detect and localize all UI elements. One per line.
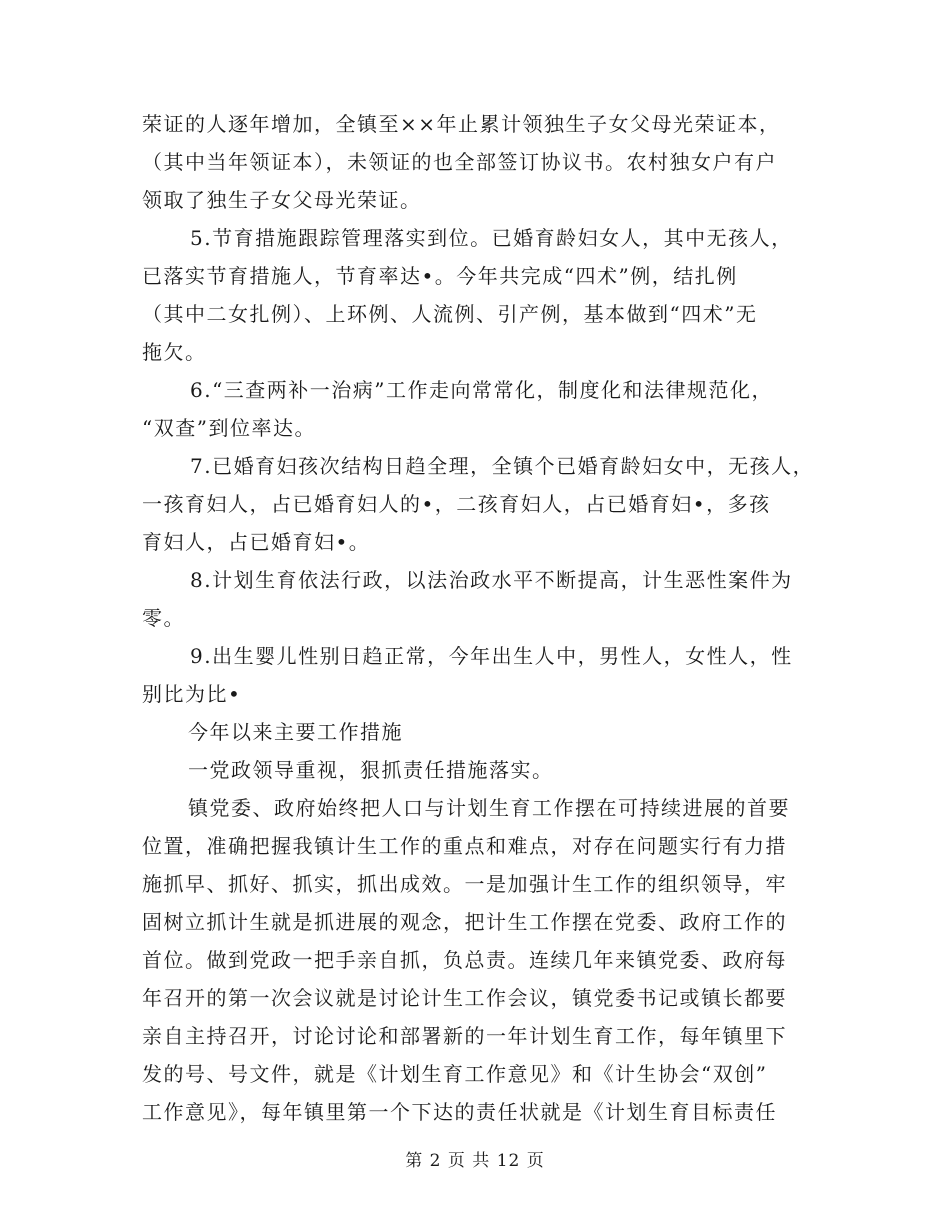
text-line: 发的号、号文件，就是《计划生育工作意见》和《计生协会“双创” bbox=[142, 1062, 768, 1086]
text-line: 别比为比• bbox=[142, 682, 242, 706]
text-line: 首位。做到党政一把手亲自抓，负总责。连续几年来镇党委、政府每 bbox=[142, 948, 787, 972]
text-line: 零。 bbox=[142, 606, 185, 630]
text-line: 领取了独生子女父母光荣证。 bbox=[142, 188, 422, 212]
text-line: 固树立抓计生就是抓进展的观念，把计生工作摆在党委、政府工作的 bbox=[142, 910, 787, 934]
text-line: 育妇人，占已婚育妇•。 bbox=[142, 530, 371, 554]
text-line: 6.“三查两补一治病”工作走向常常化，制度化和法律规范化， bbox=[190, 378, 774, 402]
text-line: 工作意见》，每年镇里第一个下达的责任状就是《计划生育目标责任 bbox=[142, 1100, 777, 1124]
text-line: 9.出生婴儿性别日趋正常，今年出生人中，男性人，女性人，性 bbox=[190, 644, 793, 668]
text-line: （其中二女扎例）、上环例、人流例、引产例，基本做到“四术”无 bbox=[142, 302, 758, 326]
text-line: 8.计划生育依法行政，以法治政水平不断提高，计生恶性案件为 bbox=[190, 568, 793, 592]
text-line: （其中当年领证本），未领证的也全部签订协议书。农村独女户有户 bbox=[142, 150, 777, 174]
text-line: 亲自主持召开，讨论讨论和部署新的一年计划生育工作，每年镇里下 bbox=[142, 1024, 787, 1048]
text-line: 年召开的第一次会议就是讨论计生工作会议，镇党委书记或镇长都要 bbox=[142, 986, 787, 1010]
text-line: 施抓早、抓好、抓实，抓出成效。一是加强计生工作的组织领导，牢 bbox=[142, 872, 787, 896]
text-line: 镇党委、政府始终把人口与计划生育工作摆在可持续进展的首要 bbox=[188, 796, 790, 820]
text-line: 荣证的人逐年增加，全镇至××年止累计领独生子女父母光荣证本， bbox=[142, 112, 781, 136]
text-line: 7.已婚育妇孩次结构日趋全理，全镇个已婚育龄妇女中，无孩人， bbox=[190, 454, 815, 478]
text-line: “双查”到位率达。 bbox=[142, 416, 316, 440]
text-line: 位置，准确把握我镇计生工作的重点和难点，对存在问题实行有力措 bbox=[142, 834, 787, 858]
text-line: 已落实节育措施人，节育率达•。今年共完成“四术”例，结扎例 bbox=[142, 264, 738, 288]
text-line: 拖欠。 bbox=[142, 340, 207, 364]
document-body bbox=[142, 105, 815, 1131]
text-line: 一孩育妇人，占已婚育妇人的•，二孩育妇人，占已婚育妇•，多孩 bbox=[142, 492, 771, 516]
section-heading: 今年以来主要工作措施 bbox=[188, 720, 403, 744]
subsection-heading: 一党政领导重视，狠抓责任措施落实。 bbox=[188, 758, 554, 782]
page-footer: 第 2 页 共 12 页 bbox=[405, 1151, 545, 1171]
text-line: 5.节育措施跟踪管理落实到位。已婚育龄妇女人，其中无孩人， bbox=[190, 226, 793, 250]
